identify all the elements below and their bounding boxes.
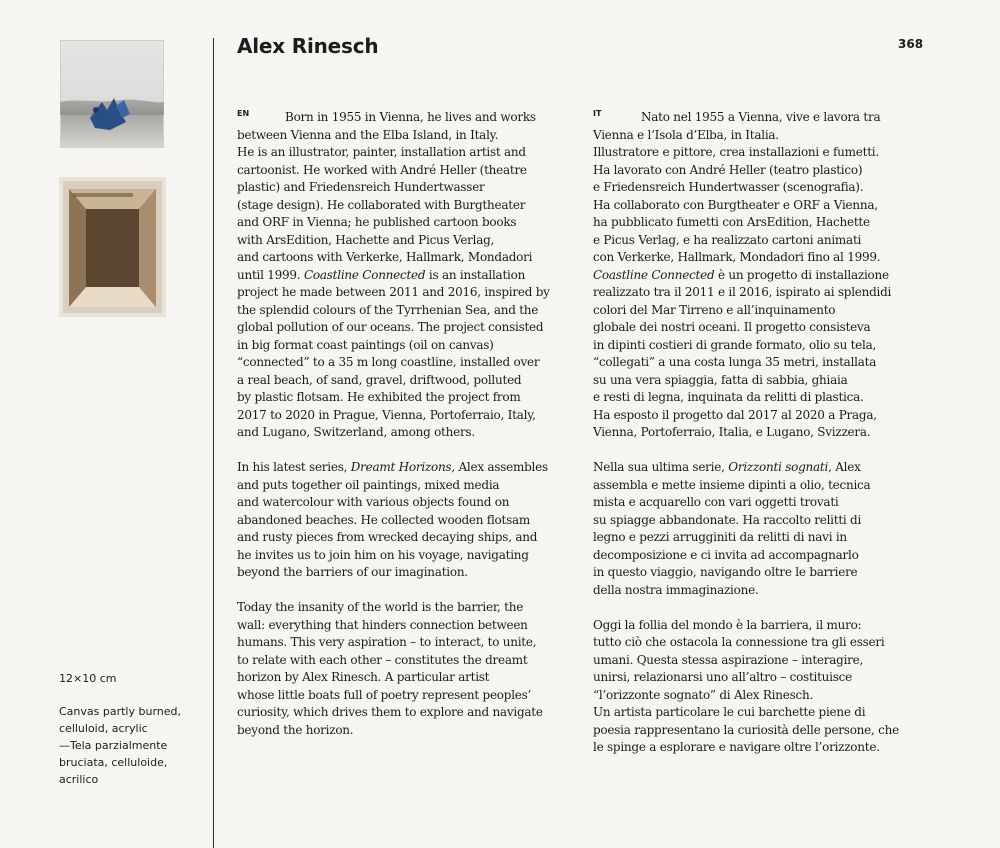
artwork-materials: Canvas partly burned, celluloid, acrylic —Tela parzialmente bruciata, celluloide, acrilico [59, 705, 181, 786]
italic-title: Dreamt Horizons [350, 460, 452, 474]
italic-title: Coastline Connected [303, 267, 426, 282]
english-paragraph-3: Today the insanity of the world is the barrier, the wall: everything that hinders connection between humans. This very aspiration – to interact, to unite, to relate with each other – constitutes the dreamt horizon by Alex Rinesch. A particular artist whose little boats full of poetry represent peoples’ curiosity, which drives them to explore and navigate beyond the horizon. [237, 600, 543, 737]
language-label-en: EN [237, 109, 250, 118]
language-label-it: IT [593, 109, 602, 118]
italian-paragraph-1 [593, 109, 923, 442]
vertical-divider [213, 38, 214, 848]
text-run: Nato nel 1955 a Vienna, vive e lavora tra Vienna e l’Isola d’Elba, in Italia. Illustratore e pittore, crea installazioni e fumetti. Ha lavorato con André Heller (teatro plastico) e Friedensreich Hundertwasser (scenografia). Ha collaborato con Burgtheater e ORF a Vienna, ha pubblicato fumetti con ArsEdition, Hachette e Picus Verlag, e ha realizzato cartoni animati con Verkerke, Hallmark, Mondadori fino al 1999. [593, 110, 881, 264]
page-number: 368 [898, 37, 924, 51]
italian-paragraph-2 [593, 459, 923, 599]
artwork-dimensions: 12×10 cm [59, 672, 117, 685]
page-title: Alex Rinesch [237, 34, 379, 58]
italian-paragraph-3: Oggi la follia del mondo è la barriera, il muro: tutto ciò che ostacola la connessione tra gli esseri umani. Questa stessa aspirazione – interagire, unirsi, relazionarsi uno all’altro – costituisce “l’orizzonte sognato” di Alex Rinesch. Un artista particolare le cui barchette piene di poesia rappresentano la curiosità delle persone, che le spinge a esplorare e navigare oltre l’orizzonte. [593, 617, 899, 754]
italic-title: Coastline Connected [593, 267, 715, 282]
artwork-thumbnail-1 [60, 40, 164, 148]
english-paragraph-2 [237, 459, 567, 582]
artwork-image-2 [59, 177, 166, 317]
artwork-thumbnail-2 [59, 177, 166, 317]
text-run: è un progetto di installazione realizzato tra il 2011 e il 2016, ispirato ai splendidi colori del Mar Tirreno e all’inquinamento globale dei nostri oceani. Il progetto consisteva in dipinti costieri di grande formato, olio su tela, “collegati” a una costa lunga 35 metri, installata su una vera spiaggia, fatta di sabbia, ghiaia e resti di legna, inquinata da relitti di plastica. Ha esposto il progetto dal 2017 al 2020 a Praga, Vienna, Portoferraio, Italia, e Lugano, Svizzera. [593, 267, 892, 439]
text-run: Born in 1955 in Vienna, he lives and works between Vienna and the Elba Island, in Italy. He is an illustrator, painter, installation artist and cartoonist. He worked with André Heller (theatre plastic) and Friedensreich Hundertwasser (stage design). He collaborated with Burgtheater and ORF in Vienna; he published cartoon books with ArsEdition, Hachette and Picus Verlag, and cartoons with Verkerke, Hallmark, Mondadori until 1999. [237, 110, 536, 282]
text-run: , Alex assembla e mette insieme dipinti a olio, tecnica mista e acquarello con vari oggetti trovati su spiagge abbandonate. Ha raccolto relitti di legno e pezzi arrugginiti da relitti di navi in decomposizione e ci invita ad accompagnarlo in questo viaggio, navigando oltre le barriere della nostra immaginazione. [593, 460, 871, 597]
italian-text-column [593, 109, 923, 774]
text-run: In his latest series, [237, 460, 351, 474]
artwork-image-1 [60, 40, 164, 148]
english-paragraph-1 [237, 109, 567, 442]
text-run: , Alex assembles and puts together oil paintings, mixed media and watercolour with various objects found on abandoned beaches. He collected wooden flotsam and rusty pieces from wrecked decaying ships, and he invites us to join him on his voyage, navigating beyond the barriers of our imagination. [237, 460, 548, 579]
english-text-column [237, 109, 567, 757]
text-run: is an installation project he made between 2011 and 2016, inspired by the splendid colours of the Tyrrhenian Sea, and the global pollution of our oceans. The project consisted in big format coast paintings (oil on canvas) “connected” to a 35 m long coastline, installed over a real beach, of sand, gravel, driftwood, polluted by plastic flotsam. He exhibited the project from 2017 to 2020 in Prague, Vienna, Portoferraio, Italy, and Lugano, Switzerland, among others. [237, 267, 550, 439]
text-run: Nella sua ultima serie, [593, 460, 729, 474]
italic-title: Orizzonti sognati [728, 460, 829, 474]
